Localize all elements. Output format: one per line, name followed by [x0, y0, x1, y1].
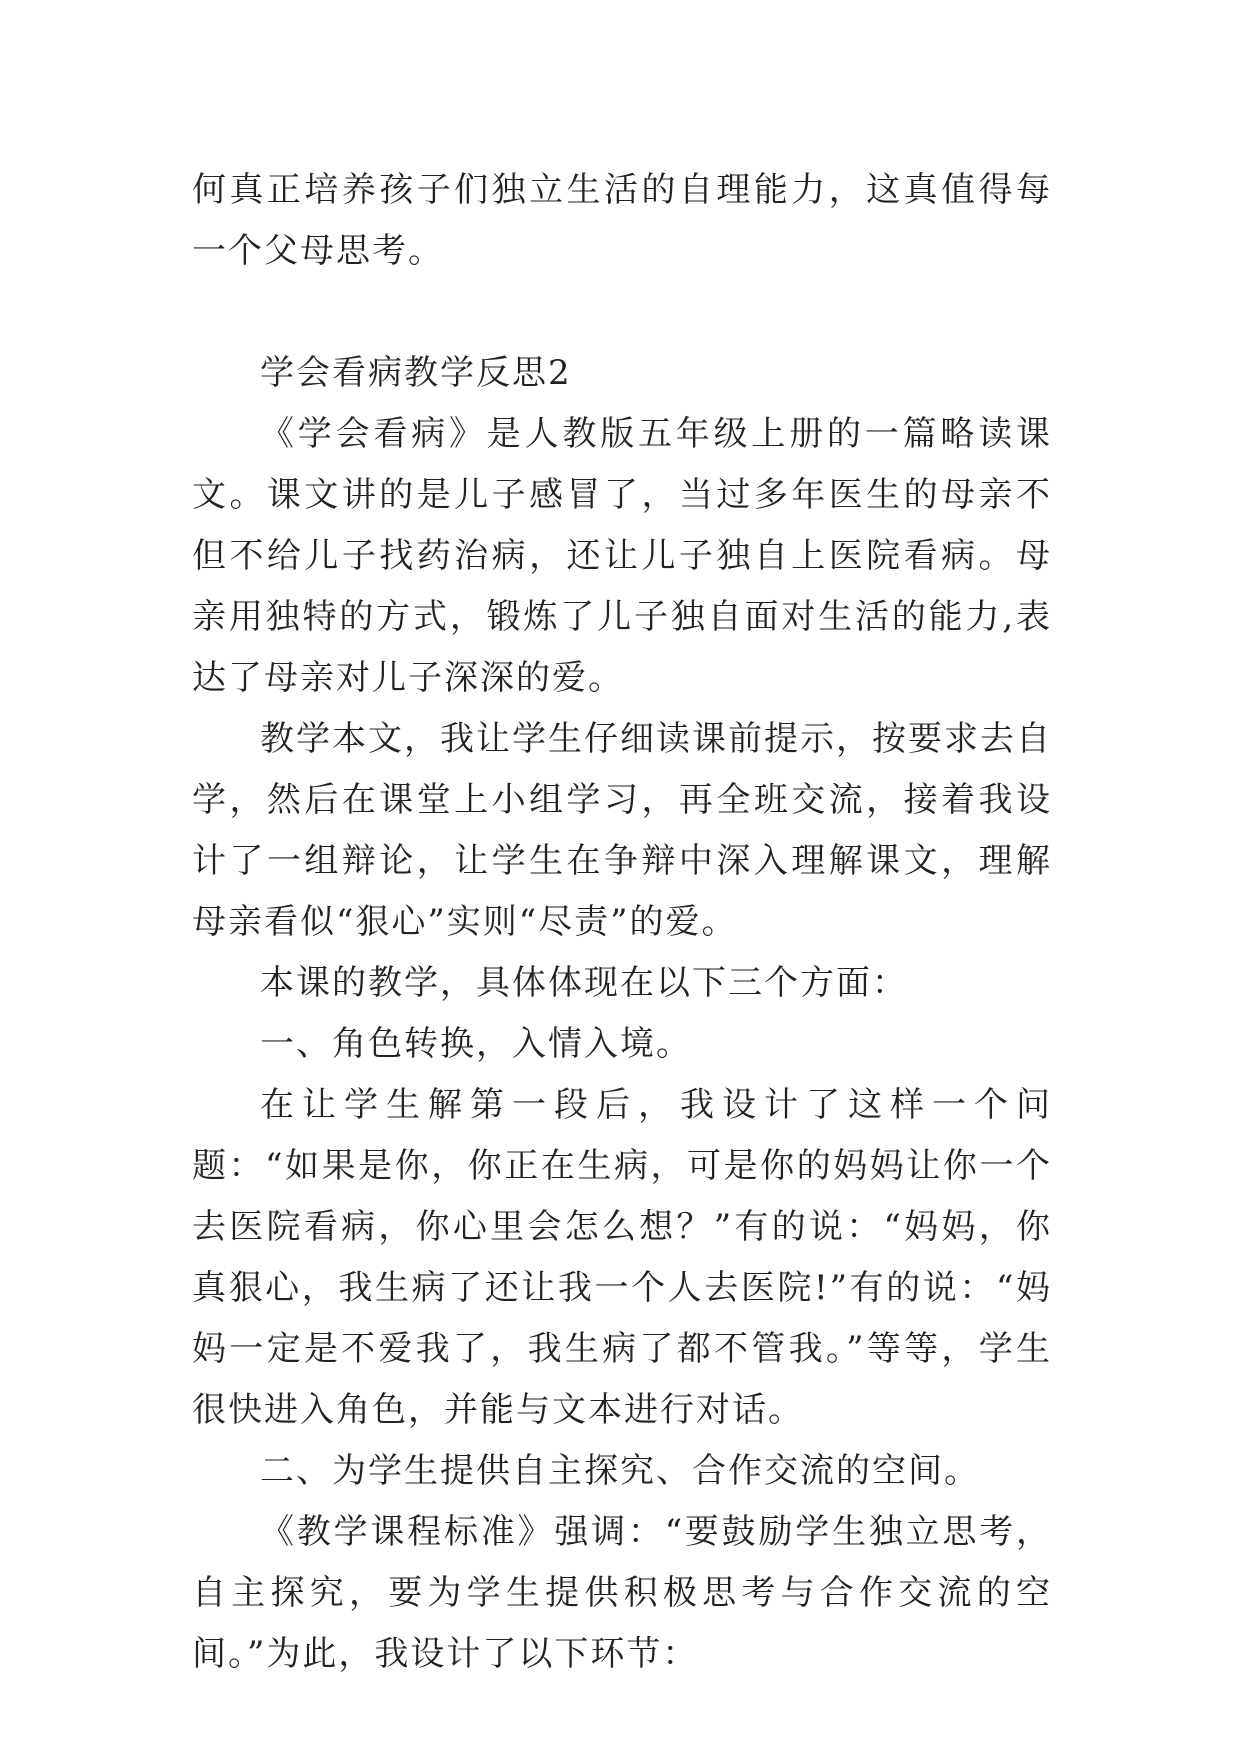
body-paragraph-2: 教学本文，我让学生仔细读课前提示，按要求去自学，然后在课堂上小组学习，再全班交流，接着我设计了一组辩论，让学生在争辩中深入理解课文，理解母亲看似“狠心”实则“尽责”的爱。: [192, 719, 1052, 942]
continuation-paragraph: 何真正培养孩子们独立生活的自理能力，这真值得每一个父母思考。: [192, 170, 1052, 271]
subheading-1: 一、角色转换，入情入境。: [260, 1024, 692, 1064]
body-paragraph-5: 《教学课程标准》强调：“要鼓励学生独立思考，自主探究，要为学生提供积极思考与合作交流的空间。”为此，我设计了以下环节：: [192, 1512, 1052, 1674]
section-title: 学会看病教学反思2: [260, 353, 572, 393]
body-paragraph-4: 在让学生解第一段后，我设计了这样一个问题：“如果是你，你正在生病，可是你的妈妈让你一个去医院看病，你心里会怎么想？”有的说：“妈妈，你真狠心，我生病了还让我一个人去医院!”有的说：“妈妈一定是不爱我了，我生病了都不管我。”等等，学生很快进入角色，并能与文本进行对话。: [192, 1085, 1052, 1430]
paragraph-gap: [192, 282, 1052, 343]
document-body: [192, 160, 1052, 1685]
body-paragraph-1: 《学会看病》是人教版五年级上册的一篇略读课文。课文讲的是儿子感冒了，当过多年医生的母亲不但不给儿子找药治病，还让儿子独自上医院看病。母亲用独特的方式，锻炼了儿子独自面对生活的能力,表达了母亲对儿子深深的爱。: [192, 414, 1052, 698]
subheading-2: 二、为学生提供自主探究、合作交流的空间。: [260, 1451, 980, 1491]
body-paragraph-3: 本课的教学，具体体现在以下三个方面：: [260, 963, 908, 1003]
